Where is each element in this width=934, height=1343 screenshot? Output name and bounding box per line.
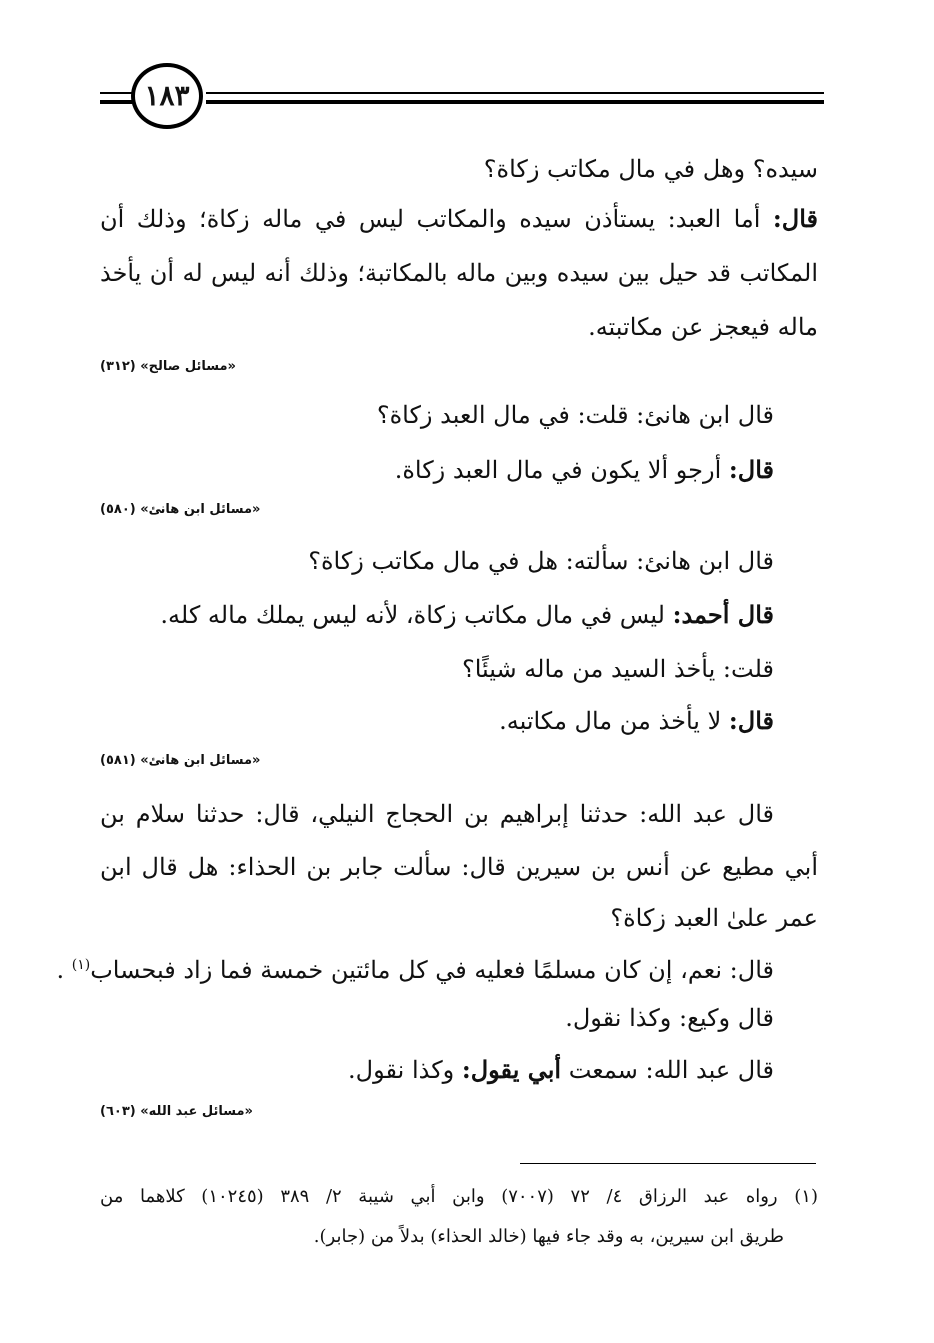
- text-line: أبي مطيع عن أنس بن سيرين قال: سألت جابر بن الحذاء: هل قال ابن: [100, 853, 818, 881]
- text-line: [395, 453, 774, 487]
- header-rule-right-thick: [206, 100, 824, 104]
- speaker-label: قال:: [728, 455, 774, 484]
- text-line: [160, 598, 774, 632]
- line-text: وكذا نقول.: [348, 1056, 462, 1084]
- text-line: قال عبد الله: حدثنا إبراهيم بن الحجاج النيلي، قال: حدثنا سلام بن: [100, 800, 774, 828]
- footnote-line: (١) رواه عبد الرزاق ٤/ ٧٢ (٧٠٠٧) وابن أبي شيبة ٢/ ٣٨٩ (١٠٢٤٥) كلاهما من: [100, 1186, 818, 1207]
- footnote-line: طريق ابن سيرين، به وقد جاء فيها (خالد الحذاء) بدلاً من (جابر).: [313, 1226, 784, 1247]
- source-citation: «مسائل صالح» (٣١٢): [100, 359, 236, 374]
- speaker-label: قال:: [728, 706, 774, 735]
- line-text: أما العبد: يستأذن سيده والمكاتب ليس في ماله زكاة؛ وذلك أن: [100, 205, 773, 233]
- line-text: أرجو ألا يكون في مال العبد زكاة.: [394, 456, 729, 484]
- text-line: [100, 202, 818, 236]
- line-text: قال: نعم، إن كان مسلمًا فعليه في كل مائتين خمسة فما زاد فبحساب: [90, 956, 774, 984]
- text-line: [348, 1053, 774, 1087]
- text-line: سيده؟ وهل في مال مكاتب زكاة؟: [483, 155, 818, 183]
- line-text: لا يأخذ من مال مكاتبه.: [499, 707, 729, 735]
- line-text: قال عبد الله: سمعت: [561, 1056, 774, 1084]
- text-line: قال وكيع: وكذا نقول.: [565, 1004, 774, 1032]
- text-line: ماله فيعجز عن مكاتبته.: [588, 313, 818, 341]
- footnote-separator: [520, 1163, 816, 1164]
- speaker-label: قال:: [772, 204, 818, 233]
- source-citation: «مسائل ابن هانئ» (٥٨٠): [100, 502, 261, 517]
- page-number: ١٨٣: [144, 79, 190, 112]
- text-line: المكاتب قد حيل بين سيده وبين ماله بالمكاتبة؛ وذلك أنه ليس له أن يأخذ: [100, 259, 818, 287]
- header-rule-left-thick: [100, 100, 132, 104]
- header-rule-left-thin: [100, 92, 132, 94]
- text-line: قال ابن هانئ: سألته: هل في مال مكاتب زكاة؟: [308, 547, 774, 575]
- line-text: ليس في مال مكاتب زكاة، لأنه ليس يملك ماله كله.: [160, 601, 673, 629]
- header-rule-right-thin: [206, 92, 824, 94]
- line-end: .: [56, 956, 72, 984]
- source-citation: «مسائل ابن هانئ» (٥٨١): [100, 753, 261, 768]
- text-line: عمر علىٰ العبد زكاة؟: [610, 904, 818, 932]
- speaker-label: قال أحمد:: [672, 600, 774, 629]
- text-line: قال ابن هانئ: قلت: في مال العبد زكاة؟: [376, 401, 774, 429]
- text-line: قلت: يأخذ السيد من ماله شيئًا؟: [462, 655, 774, 683]
- footnote-reference: (١): [71, 957, 91, 973]
- page-number-badge: [131, 63, 203, 129]
- speaker-label: أبي يقول:: [461, 1055, 562, 1084]
- source-citation: «مسائل عبد الله» (٦٠٣): [100, 1104, 253, 1119]
- text-line: [499, 704, 774, 738]
- text-line: [56, 948, 774, 987]
